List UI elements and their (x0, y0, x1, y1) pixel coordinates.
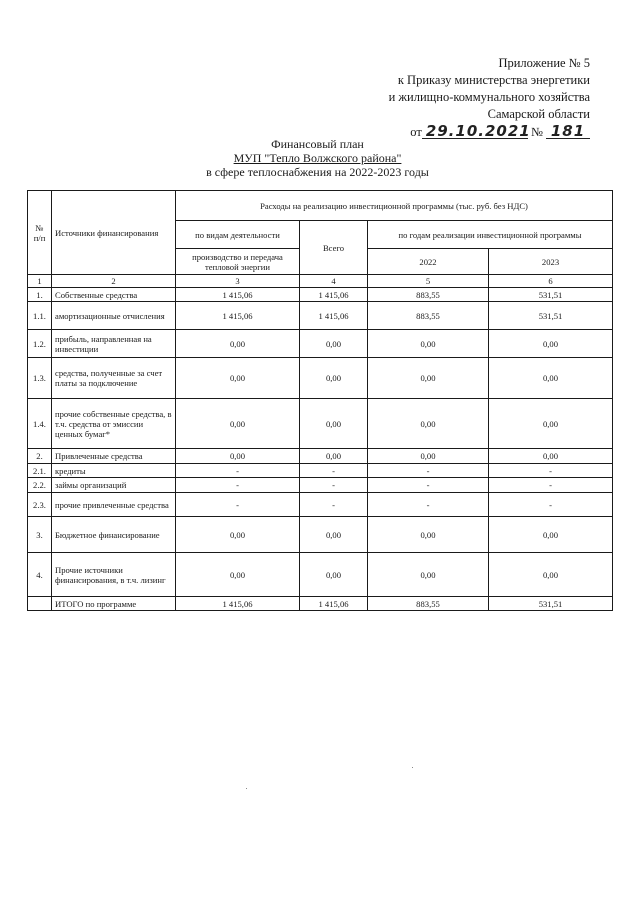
row-total-value: 0,00 (300, 358, 368, 399)
plan-title: Финансовый план (271, 137, 364, 151)
table-row (28, 288, 613, 302)
row-production-value: 1 415,06 (176, 288, 300, 302)
row-number: 1.2. (28, 330, 52, 358)
organization-name: МУП "Тепло Волжского района" (233, 151, 402, 165)
row-production-value: - (176, 493, 300, 517)
row-number: 1.4. (28, 399, 52, 449)
appendix-line-order: к Приказу министерства энергетики (397, 73, 590, 87)
row-total-value: 0,00 (300, 330, 368, 358)
row-2023-value: 531,51 (489, 302, 613, 330)
scan-speck (246, 788, 247, 789)
table-row (28, 330, 613, 358)
row-2023-value: - (489, 493, 613, 517)
row-2022-value: - (368, 493, 489, 517)
row-2022-value: 0,00 (368, 399, 489, 449)
table-row (28, 517, 613, 553)
row-2023-value: 531,51 (489, 597, 613, 611)
row-production-value: 0,00 (176, 517, 300, 553)
column-number: 4 (300, 275, 368, 288)
row-number: 2.2. (28, 478, 52, 493)
row-number: 1. (28, 288, 52, 302)
table-row (28, 478, 613, 493)
table-row (28, 553, 613, 597)
table-row (28, 493, 613, 517)
column-number: 3 (176, 275, 300, 288)
appendix-line-region: Самарской области (487, 107, 590, 121)
row-2023-value: 0,00 (489, 553, 613, 597)
row-number (28, 597, 52, 611)
header-year-2023: 2023 (489, 249, 613, 275)
row-production-value: 0,00 (176, 330, 300, 358)
row-2022-value: 0,00 (368, 553, 489, 597)
row-number: 1.1. (28, 302, 52, 330)
column-number: 6 (489, 275, 613, 288)
row-source-name: средства, полученные за счет платы за подключение (52, 358, 176, 399)
row-2023-value: 0,00 (489, 330, 613, 358)
row-number: 2. (28, 449, 52, 464)
row-production-value: 0,00 (176, 553, 300, 597)
row-2022-value: 0,00 (368, 449, 489, 464)
column-number: 1 (28, 275, 52, 288)
row-number: 2.1. (28, 464, 52, 478)
table-row (28, 302, 613, 330)
row-total-value: 0,00 (300, 553, 368, 597)
header-total: Всего (300, 221, 368, 275)
row-number: 1.3. (28, 358, 52, 399)
header-year-2022: 2022 (368, 249, 489, 275)
handwritten-date: 29.10.2021 (422, 124, 528, 139)
row-production-value: - (176, 478, 300, 493)
row-source-name: займы организаций (52, 478, 176, 493)
table-row (28, 464, 613, 478)
row-2022-value: 0,00 (368, 358, 489, 399)
row-total-value: 1 415,06 (300, 597, 368, 611)
row-total-value: - (300, 478, 368, 493)
document-heading (150, 137, 485, 179)
row-source-name: прочие привлеченные средства (52, 493, 176, 517)
row-source-name: амортизационные отчисления (52, 302, 176, 330)
row-2023-value: 0,00 (489, 449, 613, 464)
row-source-name: Собственные средства (52, 288, 176, 302)
row-source-name: Прочие источники финансирования, в т.ч. лизинг (52, 553, 176, 597)
row-production-value: 0,00 (176, 449, 300, 464)
plan-subtitle: в сфере теплоснабжения на 2022-2023 годы (206, 165, 429, 179)
row-source-name: ИТОГО по программе (52, 597, 176, 611)
number-prefix: № (530, 125, 543, 139)
table-row (28, 449, 613, 464)
row-source-name: прибыль, направленная на инвестиции (52, 330, 176, 358)
column-number: 5 (368, 275, 489, 288)
row-2023-value: 531,51 (489, 288, 613, 302)
table-row (28, 399, 613, 449)
row-production-value: 0,00 (176, 399, 300, 449)
table-header (28, 191, 613, 288)
row-number: 3. (28, 517, 52, 553)
row-total-value: - (300, 464, 368, 478)
row-source-name: Бюджетное финансирование (52, 517, 176, 553)
header-by-years: по годам реализации инвестиционной программы (368, 221, 613, 249)
table-row (28, 597, 613, 611)
table-row (28, 358, 613, 399)
row-2023-value: 0,00 (489, 399, 613, 449)
handwritten-number: 181 (546, 124, 590, 139)
row-2023-value: 0,00 (489, 358, 613, 399)
row-number: 2.3. (28, 493, 52, 517)
row-total-value: 0,00 (300, 399, 368, 449)
row-total-value: 1 415,06 (300, 288, 368, 302)
financial-plan-table (27, 190, 613, 611)
row-2023-value: 0,00 (489, 517, 613, 553)
row-source-name: Привлеченные средства (52, 449, 176, 464)
appendix-block (350, 55, 590, 141)
row-2022-value: 883,55 (368, 597, 489, 611)
row-total-value: 0,00 (300, 449, 368, 464)
row-2023-value: - (489, 478, 613, 493)
row-source-name: кредиты (52, 464, 176, 478)
row-2023-value: - (489, 464, 613, 478)
appendix-line-ministry: и жилищно-коммунального хозяйства (388, 90, 590, 104)
row-2022-value: 0,00 (368, 517, 489, 553)
row-2022-value: - (368, 464, 489, 478)
column-number-row (28, 275, 613, 288)
scan-speck (412, 767, 413, 768)
row-production-value: 1 415,06 (176, 597, 300, 611)
row-production-value: 1 415,06 (176, 302, 300, 330)
header-production: производство и передача тепловой энергии (176, 249, 300, 275)
appendix-title: Приложение № 5 (498, 56, 590, 70)
row-production-value: 0,00 (176, 358, 300, 399)
row-source-name: прочие собственные средства, в т.ч. средства от эмиссии ценных бумаг* (52, 399, 176, 449)
row-total-value: 1 415,06 (300, 302, 368, 330)
row-total-value: - (300, 493, 368, 517)
date-prefix: от (410, 125, 422, 139)
header-sources: Источники финансирования (52, 191, 176, 275)
table-body (28, 288, 613, 611)
row-production-value: - (176, 464, 300, 478)
column-number: 2 (52, 275, 176, 288)
header-by-activity: по видам деятельности (176, 221, 300, 249)
row-total-value: 0,00 (300, 517, 368, 553)
row-2022-value: 0,00 (368, 330, 489, 358)
row-2022-value: 883,55 (368, 302, 489, 330)
row-2022-value: - (368, 478, 489, 493)
row-number: 4. (28, 553, 52, 597)
header-expenses: Расходы на реализацию инвестиционной программы (тыс. руб. без НДС) (176, 191, 613, 221)
header-num: № п/п (28, 191, 52, 275)
row-2022-value: 883,55 (368, 288, 489, 302)
